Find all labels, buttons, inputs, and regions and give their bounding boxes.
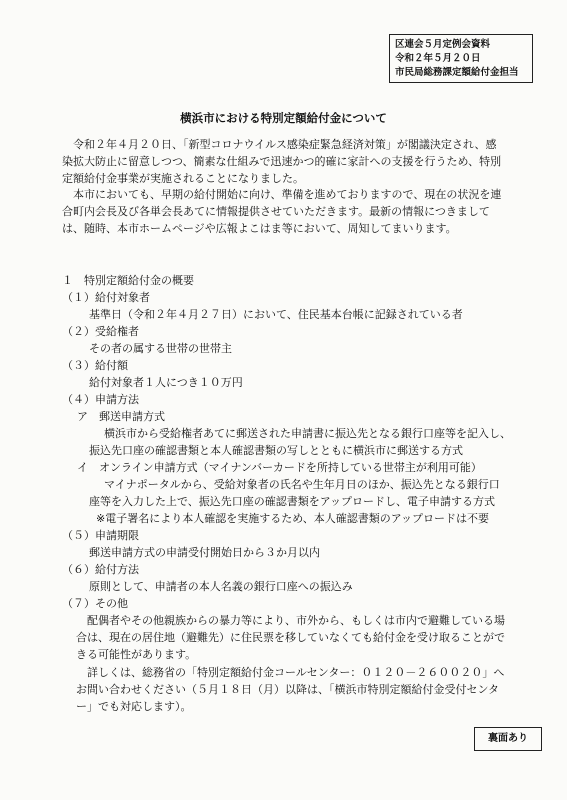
stamp-meeting-line: 区連会５月定例会資料	[395, 39, 491, 50]
item-6-text: 原則として、申請者の本人名義の銀行口座への振込み	[89, 580, 353, 593]
section-heading: １ 特別定額給付金の概要	[62, 274, 194, 287]
item-4a-text-1: 横浜市から受給権者あてに郵送された申請書に振込先となる銀行口座等を記入し、	[104, 427, 511, 440]
item-4b-label: イ オンライン申請方式（マイナンバーカードを所持している世帯主が利用可能）	[77, 461, 482, 474]
item-2-text: その者の属する世帯の世帯主	[89, 342, 232, 355]
item-4a-text-2: 振込先口座の確認書類と本人確認書類の写しとともに横浜市に郵送する方式	[89, 444, 463, 457]
item-1-text: 基準日（令和２年４月２７日）において、住民基本台帳に記録されている者	[89, 308, 463, 321]
item-5-text: 郵送申請方式の申請受付開始日から３か月以内	[89, 546, 320, 559]
item-7-paragraph-1: 配偶者やその他親族からの暴力等により、市外から、もしくは市内で避難している場合は、現在の居住地（避難先）に住民票を移していなくても給付金を受け取ることができる可能性があります。	[76, 614, 505, 662]
stamp-date-line: 令和２年５月２０日	[395, 52, 481, 64]
document-title: 横浜市における特別定額給付金について	[180, 111, 387, 125]
item-6-label: （６）給付方法	[62, 563, 139, 576]
item-4b-text-1: マイナポータルから、受給対象者の氏名や生年月日のほか、振込先となる銀行口	[104, 478, 500, 491]
item-4b-note: ※電子署名により本人確認を実施するため、本人確認書類のアップロードは不要	[96, 512, 490, 525]
item-4b-text-2: 座等を入力した上で、振込先口座の確認書類をアップロードし、電子申請する方式	[89, 495, 496, 508]
item-4-label: （４）申請方法	[62, 393, 139, 406]
item-4a-label: ア 郵送申請方式	[77, 410, 165, 423]
item-7-paragraph-2: 詳しくは、総務省の「特別定額給付金コールセンター：０１２０－２６００２０」へお問い合わせください（５月１８日（月）以降は、「横浜市特別定額給付金受付センター」でも対応します）。	[76, 666, 505, 714]
item-7-label: （７）その他	[62, 597, 128, 610]
item-3-text: 給付対象者１人につき１０万円	[89, 376, 243, 389]
item-3-label: （３）給付額	[62, 359, 128, 372]
intro-paragraph-2: 本市においても、早期の給付開始に向け、準備を進めておりますので、現在の状況を連合町内会長及び各単会長あてに情報提供させていただきます。最新の情報につきましては、随時、本市ホームページや広報よこはま等において、周知してまいります。	[62, 188, 502, 236]
item-5-label: （５）申請期限	[62, 529, 139, 542]
intro-paragraph-1: 令和２年４月２０日、「新型コロナウイルス感染症緊急経済対策」が閣議決定され、感染拡大防止に留意しつつ、簡素な仕組みで迅速かつ的確に家計への支援を行うため、特別定額給付金事業が実施されることになりました。	[62, 138, 502, 186]
document-stamp-box	[389, 34, 533, 83]
item-1-label: （１）給付対象者	[62, 291, 150, 304]
item-2-label: （２）受給権者	[62, 325, 139, 338]
stamp-department-line: 市民局総務課定額給付金担当	[395, 66, 519, 78]
back-side-notice: 裏面あり	[474, 727, 542, 751]
